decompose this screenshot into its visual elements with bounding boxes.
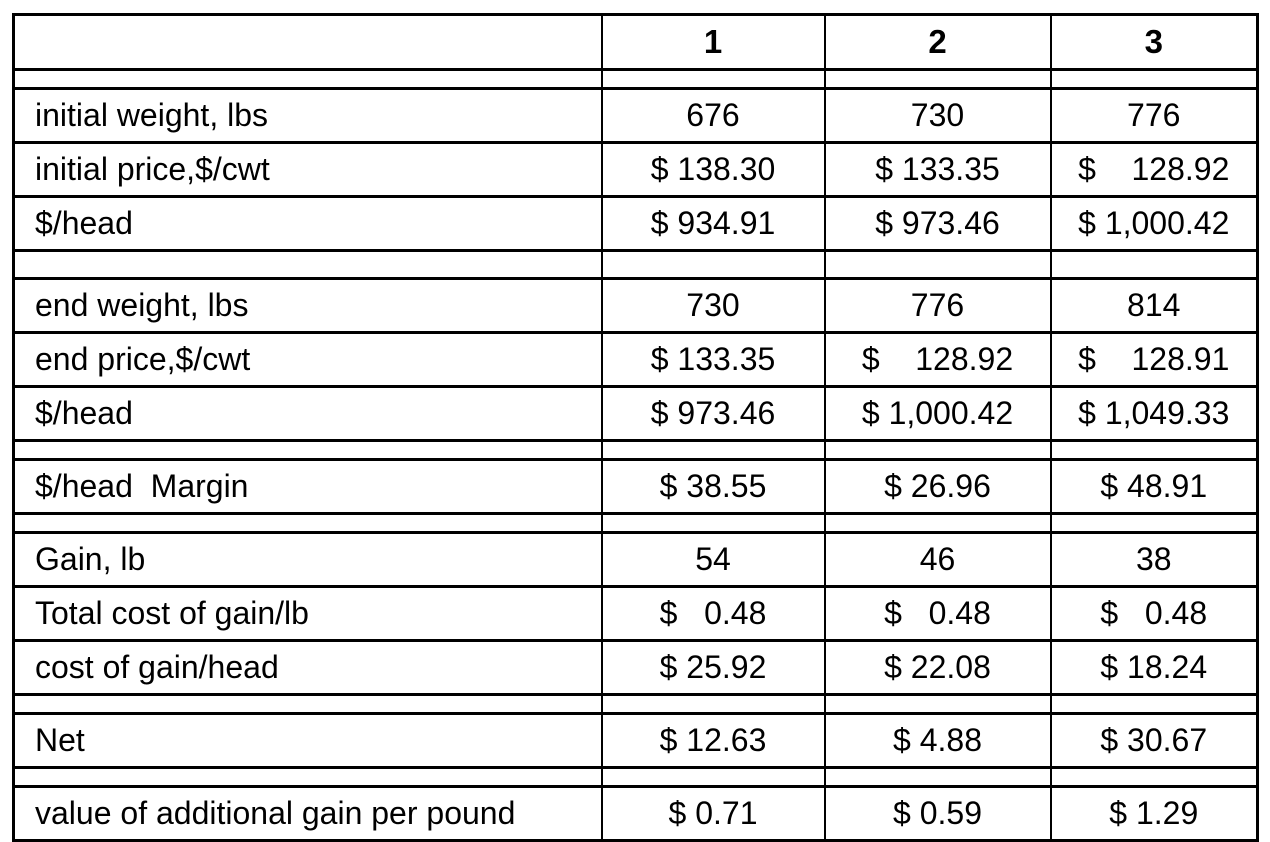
spacer-cell	[825, 441, 1051, 460]
table-row-net	[14, 714, 1258, 768]
cell-value: 38	[1051, 533, 1258, 587]
cell-value: $ 1,000.42	[825, 387, 1051, 441]
cell-value: $ 973.46	[825, 197, 1051, 251]
cell-value: $ 4.88	[825, 714, 1051, 768]
cell-value: 776	[825, 279, 1051, 333]
table-row-initial-weight	[14, 89, 1258, 143]
cell-value: $ 48.91	[1051, 460, 1258, 514]
table-row-end-dollars-per-head	[14, 387, 1258, 441]
cell-value: $ 973.46	[602, 387, 825, 441]
spacer-cell	[602, 441, 825, 460]
spacer-cell	[14, 70, 602, 89]
cell-value: $ 133.35	[602, 333, 825, 387]
spacer-cell	[602, 695, 825, 714]
spacer-cell	[825, 768, 1051, 787]
row-label: $/head	[14, 197, 602, 251]
table-row-value-of-additional-gain	[14, 787, 1258, 841]
cell-value: $ 1.29	[1051, 787, 1258, 841]
cell-value: 676	[602, 89, 825, 143]
cell-value: $ 25.92	[602, 641, 825, 695]
cell-value: $ 1,049.33	[1051, 387, 1258, 441]
column-header-2: 2	[825, 15, 1051, 70]
spacer-cell	[14, 514, 602, 533]
spacer-cell	[1051, 70, 1258, 89]
row-label: initial price,$/cwt	[14, 143, 602, 197]
spacer-cell	[1051, 251, 1258, 279]
spacer-row	[14, 70, 1258, 89]
spacer-cell	[825, 695, 1051, 714]
spacer-cell	[1051, 768, 1258, 787]
spacer-cell	[602, 514, 825, 533]
cattle-margin-table	[12, 13, 1259, 842]
cell-value: 54	[602, 533, 825, 587]
cell-value: $ 1,000.42	[1051, 197, 1258, 251]
row-label: $/head Margin	[14, 460, 602, 514]
spacer-row	[14, 514, 1258, 533]
table-row-initial-price	[14, 143, 1258, 197]
cell-value: 814	[1051, 279, 1258, 333]
cell-value: $ 0.48	[825, 587, 1051, 641]
spacer-cell	[602, 70, 825, 89]
table-row-gain	[14, 533, 1258, 587]
spacer-row	[14, 441, 1258, 460]
cell-value: $ 128.92	[1051, 143, 1258, 197]
row-label: cost of gain/head	[14, 641, 602, 695]
row-label: $/head	[14, 387, 602, 441]
cell-value: 730	[825, 89, 1051, 143]
spacer-row	[14, 695, 1258, 714]
cell-value: $ 26.96	[825, 460, 1051, 514]
row-label: Total cost of gain/lb	[14, 587, 602, 641]
cell-value: $ 0.48	[1051, 587, 1258, 641]
table-row-initial-dollars-per-head	[14, 197, 1258, 251]
cell-value: 46	[825, 533, 1051, 587]
table-row-total-cost-of-gain-per-lb	[14, 587, 1258, 641]
spacer-cell	[1051, 441, 1258, 460]
cell-value: $ 133.35	[825, 143, 1051, 197]
row-label: Net	[14, 714, 602, 768]
spacer-cell	[14, 695, 602, 714]
spacer-cell	[825, 70, 1051, 89]
spacer-cell	[602, 251, 825, 279]
cell-value: $ 38.55	[602, 460, 825, 514]
header-empty-cell	[14, 15, 602, 70]
cell-value: $ 18.24	[1051, 641, 1258, 695]
cell-value: 730	[602, 279, 825, 333]
cell-value: $ 30.67	[1051, 714, 1258, 768]
cell-value: $ 0.71	[602, 787, 825, 841]
table-row-cost-of-gain-per-head	[14, 641, 1258, 695]
spacer-cell	[602, 768, 825, 787]
row-label: value of additional gain per pound	[14, 787, 602, 841]
cell-value: $ 138.30	[602, 143, 825, 197]
spacer-cell	[1051, 695, 1258, 714]
column-header-3: 3	[1051, 15, 1258, 70]
cell-value: $ 934.91	[602, 197, 825, 251]
table-row-end-weight	[14, 279, 1258, 333]
table-row-end-price	[14, 333, 1258, 387]
row-label: Gain, lb	[14, 533, 602, 587]
cell-value: 776	[1051, 89, 1258, 143]
spacer-cell	[14, 251, 602, 279]
cell-value: $ 128.91	[1051, 333, 1258, 387]
spacer-cell	[1051, 514, 1258, 533]
header-row	[14, 15, 1258, 70]
spacer-cell	[14, 768, 602, 787]
table-row-margin	[14, 460, 1258, 514]
row-label: end weight, lbs	[14, 279, 602, 333]
spacer-cell	[14, 441, 602, 460]
row-label: end price,$/cwt	[14, 333, 602, 387]
spacer-cell	[825, 251, 1051, 279]
spacer-cell	[825, 514, 1051, 533]
cell-value: $ 0.48	[602, 587, 825, 641]
column-header-1: 1	[602, 15, 825, 70]
spacer-row	[14, 768, 1258, 787]
row-label: initial weight, lbs	[14, 89, 602, 143]
cell-value: $ 0.59	[825, 787, 1051, 841]
spacer-row	[14, 251, 1258, 279]
cell-value: $ 128.92	[825, 333, 1051, 387]
cell-value: $ 22.08	[825, 641, 1051, 695]
cell-value: $ 12.63	[602, 714, 825, 768]
